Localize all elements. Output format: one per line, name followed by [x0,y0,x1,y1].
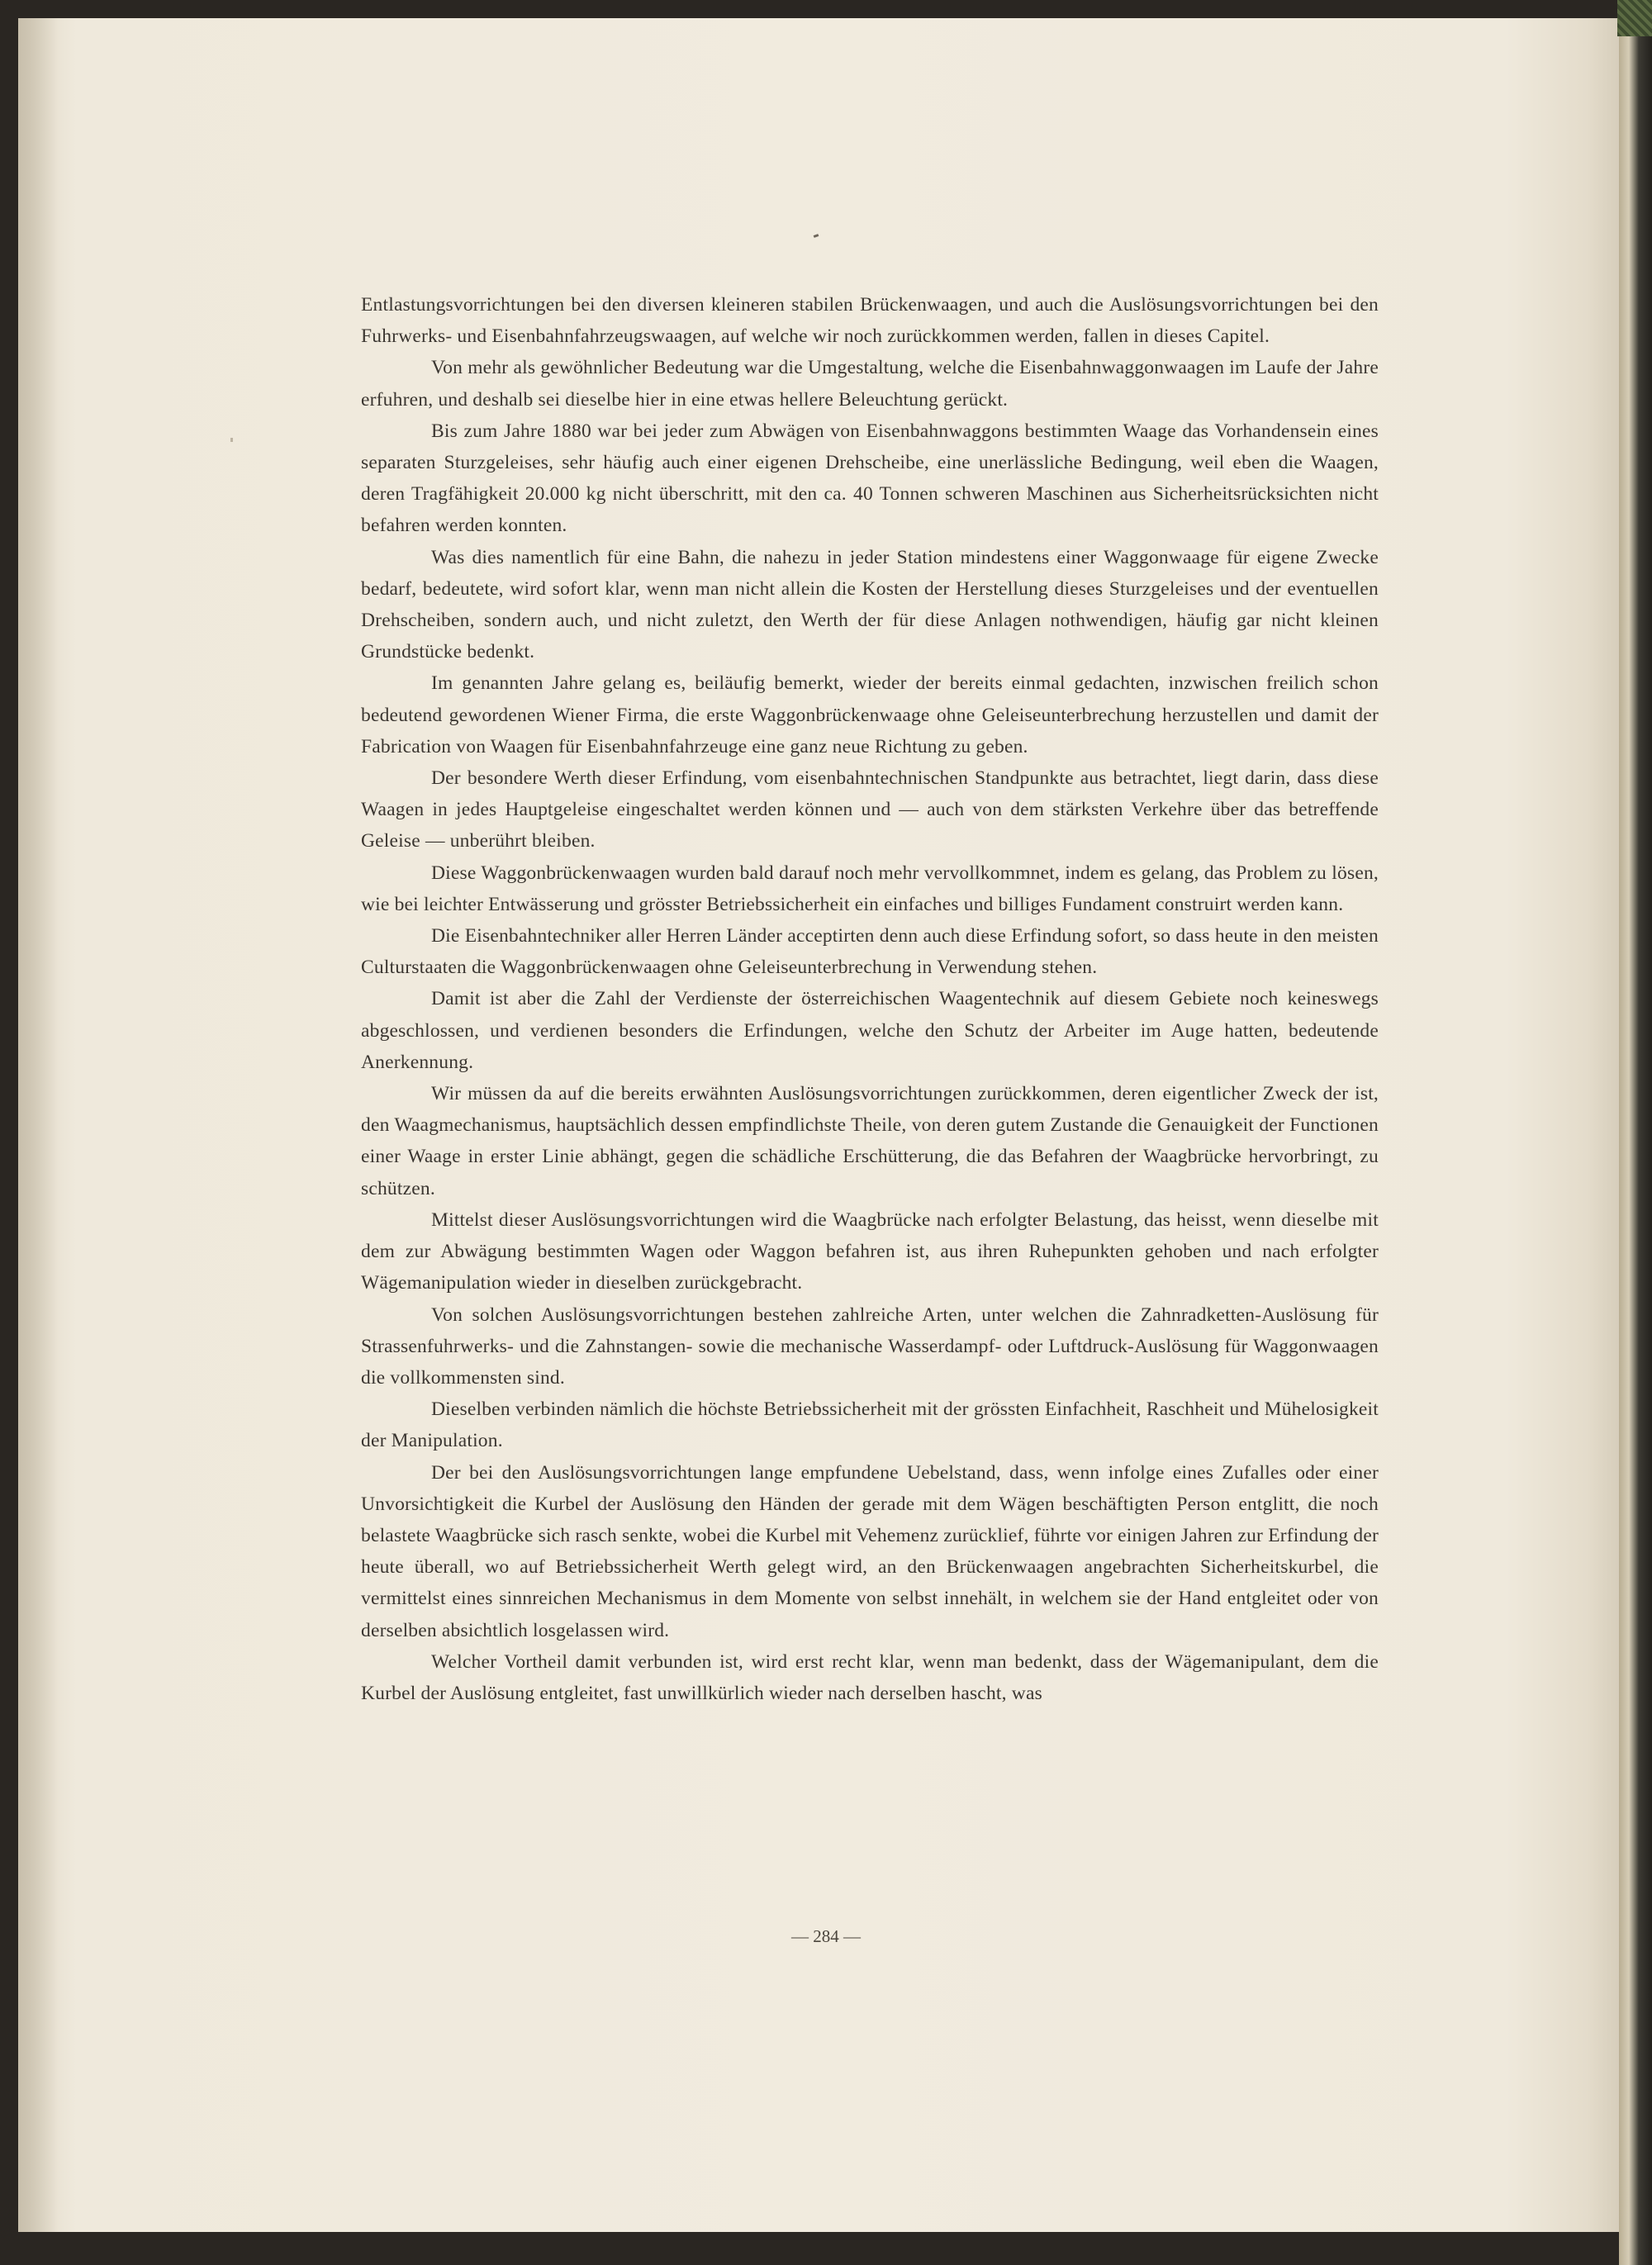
paragraph: Was dies namentlich für eine Bahn, die nahezu in jeder Station mindestens einer Waggonwaage für eigene Zwecke bedarf, bedeutete, wird sofort klar, wenn man nicht allein die Kosten der Herstellung dieses Sturzgeleises und der eventuellen Drehscheiben, sondern auch, und nicht zuletzt, den Werth der für diese Anlagen nothwendigen, häufig gar nicht kleinen Grundstücke bedenkt. [361,546,1379,663]
paragraph: Von solchen Auslösungsvorrichtungen bestehen zahlreiche Arten, unter welchen die Zahnradketten-Auslösung für Strassenfuhrwerks- und die Zahnstangen- sowie die mechanische Wasserdampf- oder Luftdruck-Auslösung für Waggonwaagen die vollkommensten sind. [361,1303,1379,1389]
paragraph: Im genannten Jahre gelang es, beiläufig bemerkt, wieder der bereits einmal gedachten, inzwischen freilich schon bedeutend gewordenen Wiener Firma, die erste Waggonbrückenwaage ohne Geleiseunterbrechung herzustellen und damit der Fabrication von Waagen für Eisenbahnfahrzeuge eine ganz neue Richtung zu geben. [361,672,1379,757]
paragraph: Der bei den Auslösungsvorrichtungen lange empfundene Uebelstand, dass, wenn infolge eines Zufalles oder einer Unvorsichtigkeit die Kurbel der Auslösung den Händen der gerade mit dem Wägen beschäftigten Person entglitt, die noch belastete Waagbrücke sich rasch senkte, wobei die Kurbel mit Vehemenz zurücklief, führte vor einigen Jahren zur Erfindung der heute überall, wo auf Betriebssicherheit Werth gelegt wird, an den Brückenwaagen angebrachten Sicherheitskurbel, die vermittelst eines sinnreichen Mechanismus in dem Momente von selbst innehält, in welchem sie der Hand entgleitet oder von derselben absichtlich losgelassen wird. [361,1461,1379,1641]
paragraph: Von mehr als gewöhnlicher Bedeutung war die Umgestaltung, welche die Eisenbahnwaggonwaagen im Laufe der Jahre erfuhren, und deshalb sei dieselbe hier in eine etwas hellere Beleuchtung gerückt. [361,357,1379,411]
paragraph: Welcher Vortheil damit verbunden ist, wird erst recht klar, wenn man bedenkt, dass der Wägemanipulant, dem die Kurbel der Auslösung entgleitet, fast unwillkürlich wieder nach derselben hascht, was [361,1650,1379,1704]
paragraph: Bis zum Jahre 1880 war bei jeder zum Abwägen von Eisenbahnwaggons bestimmten Waage das Vorhandensein eines separaten Sturzgeleises, sehr häufig auch einer eigenen Drehscheibe, eine unerlässliche Bedingung, weil eben die Waagen, deren Tragfähigkeit 20.000 kg nicht überschritt, mit den ca. 40 Tonnen schweren Maschinen aus Sicherheitsrücksichten nicht befahren werden konnten. [361,420,1379,537]
paragraph: Damit ist aber die Zahl der Verdienste der österreichischen Waagentechnik auf diesem Gebiete noch keineswegs abgeschlossen, und verdienen besonders die Erfindungen, welche den Schutz der Arbeiter im Auge hatten, bedeutende Anerkennung. [361,988,1379,1073]
cover-corner [1617,0,1652,36]
body-text [361,289,1379,1709]
paragraph: Wir müssen da auf die bereits erwähnten Auslösungsvorrichtungen zurückkommen, deren eigentlicher Zweck der ist, den Waagmechanismus, hauptsächlich dessen empfindlichste Theile, von deren gutem Zustande die Genauigkeit der Functionen einer Waage in erster Linie abhängt, gegen die schädliche Erschütterung, die das Befahren der Waagbrücke hervorbringt, zu schützen. [361,1083,1379,1199]
paragraph: Die Eisenbahntechniker aller Herren Länder acceptirten denn auch diese Erfindung sofort, so dass heute in den meisten Culturstaaten die Waggonbrückenwaagen ohne Geleiseunterbrechung in Verwendung stehen. [361,925,1379,979]
page-number: — 284 — [791,1926,861,1946]
paragraph: Entlastungsvorrichtungen bei den diversen kleineren stabilen Brückenwaagen, und auch die Auslösungsvorrichtungen bei den Fuhrwerks- und Eisenbahnfahrzeugswaagen, auf welche wir noch zurückkommen werden, fallen in dieses Capitel. [361,294,1379,348]
page-edge [1619,0,1652,2265]
binding-shadow [18,18,58,2232]
paragraph: Mittelst dieser Auslösungsvorrichtungen wird die Waagbrücke nach erfolgter Belastung, das heisst, wenn dieselbe mit dem zur Abwägung bestimmten Wagen oder Waggon befahren ist, aus ihren Ruhepunkten gehoben und nach erfolgter Wägemanipulation wieder in dieselben zurückgebracht. [361,1208,1379,1294]
paragraph: Dieselben verbinden nämlich die höchste Betriebssicherheit mit der grössten Einfachheit, Raschheit und Mühelosigkeit der Manipulation. [361,1398,1379,1452]
paper-speck [230,438,233,442]
paragraph: Der besondere Werth dieser Erfindung, vom eisenbahntechnischen Standpunkte aus betrachtet, liegt darin, dass diese Waagen in jedes Hauptgeleise eingeschaltet werden können und — auch von dem stärksten Verkehre über das betreffende Geleise — unberührt bleiben. [361,767,1379,852]
paragraph: Diese Waggonbrückenwaagen wurden bald darauf noch mehr vervollkommnet, indem es gelang, das Problem zu lösen, wie bei leichter Entwässerung und grösster Betriebssicherheit ein einfaches und billiges Fundament construirt werden kann. [361,862,1379,915]
